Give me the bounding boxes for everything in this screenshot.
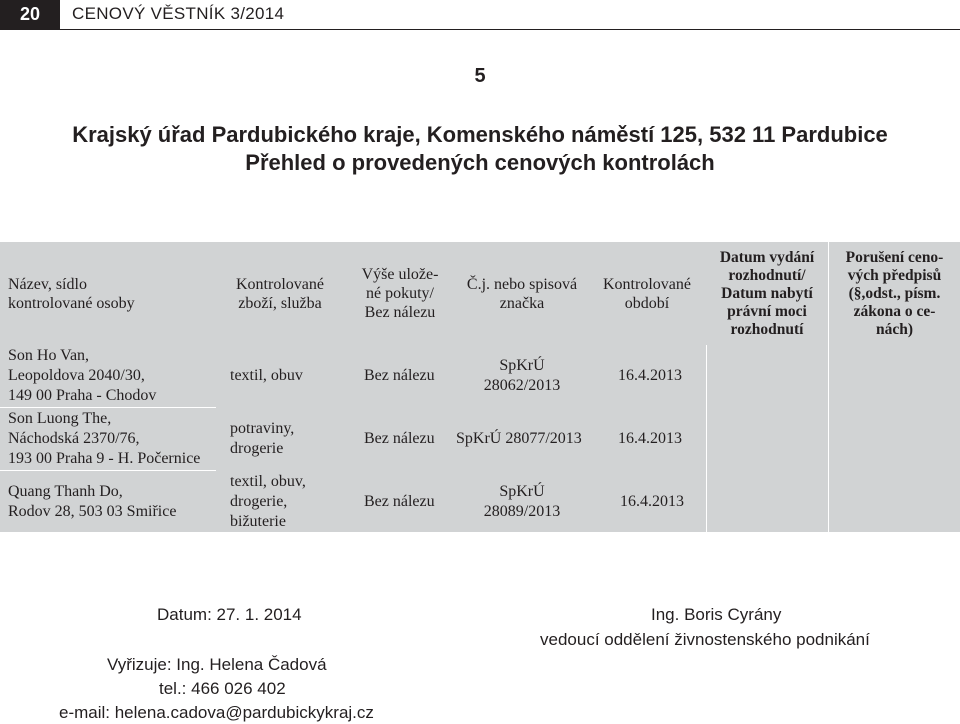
signer-title: vedoucí oddělení živnostenského podnikání [540, 630, 870, 649]
row-2-goods [230, 408, 294, 470]
row-3-goods [230, 471, 306, 532]
footer-date: Datum: 27. 1. 2014 [157, 605, 302, 624]
header-violation [828, 242, 960, 345]
row-goods-line: drogerie [230, 440, 284, 457]
header-name-line: kontrolované osoby [8, 294, 135, 312]
row-2-fine: Bez nálezu [364, 430, 435, 447]
header-period-line: Kontrolované [603, 275, 691, 293]
header-goods [216, 242, 344, 345]
header-fine-line: né pokuty/ [365, 285, 434, 302]
row-1-name [0, 345, 216, 407]
header-decision-date-line: rozhodnutí [730, 320, 804, 338]
header-reference-line: značka [499, 294, 545, 312]
row-1-fine: Bez nálezu [364, 367, 435, 384]
header-goods-line: zboží, služba [238, 294, 322, 312]
header-violation-line: vých předpisů [847, 266, 942, 284]
column-divider [706, 345, 707, 532]
row-2-name [0, 408, 216, 470]
report-heading: Přehled o provedených cenových kontrolách [245, 150, 715, 175]
header-fine-line: Výše ulože- [361, 266, 439, 283]
header-violation-line: nách) [875, 320, 914, 338]
header-name [0, 242, 216, 345]
header-fine-line: Bez nálezu [364, 304, 436, 321]
row-name-line: 193 00 Praha 9 - H. Počernice [8, 450, 201, 467]
row-name-line: Son Ho Van, [8, 347, 90, 364]
table-header [0, 242, 960, 345]
column-divider [828, 345, 829, 532]
header-violation-line: zákona o ce- [853, 302, 936, 320]
header-name-line: Název, sídlo [8, 275, 87, 293]
header-decision-date-line: rozhodnutí/ [728, 266, 806, 284]
header-decision-date-line: právní moci [727, 302, 807, 320]
signer-name: Ing. Boris Cyrány [651, 605, 782, 624]
authority-heading: Krajský úřad Pardubického kraje, Komenského náměstí 125, 532 11 Pardubice [72, 122, 888, 147]
header-reference [456, 242, 588, 345]
header-goods-line: Kontrolované [236, 275, 324, 293]
row-reference-line: 28062/2013 [483, 377, 561, 394]
header-decision-date-line: Datum vydání [719, 248, 815, 266]
row-name-line: Rodov 28, 503 03 Smiřice [8, 502, 177, 520]
row-goods-line: drogerie, [230, 492, 288, 510]
row-1-reference [456, 345, 588, 407]
row-2-reference: SpKrÚ 28077/2013 [456, 430, 582, 447]
row-goods-line: textil, obuv, [230, 472, 306, 490]
row-reference-line: SpKrÚ [499, 357, 545, 374]
header-period-line: období [624, 294, 670, 312]
header-period [588, 242, 706, 345]
row-3-period: 16.4.2013 [620, 492, 684, 510]
row-1-period: 16.4.2013 [618, 367, 682, 384]
header-decision-date [706, 242, 828, 345]
section-number: 5 [474, 65, 486, 87]
page-number: 20 [0, 0, 60, 29]
header-violation-line: (§,odst., písm. [848, 284, 941, 302]
row-1-goods: textil, obuv [230, 367, 303, 384]
header-reference-line: Č.j. nebo spisová [466, 275, 578, 293]
row-reference-line: SpKrÚ [499, 482, 545, 500]
row-3-fine: Bez nálezu [364, 492, 435, 510]
row-name-line: 149 00 Praha - Chodov [8, 387, 157, 404]
header-decision-date-line: Datum nabytí [721, 284, 813, 302]
row-reference-line: 28089/2013 [483, 502, 561, 520]
row-name-line: Náchodská 2370/76, [8, 430, 140, 447]
header-violation-line: Porušení ceno- [845, 248, 944, 266]
row-goods-line: bižuterie [230, 512, 286, 530]
footer-handled-by: Vyřizuje: Ing. Helena Čadová [107, 655, 327, 674]
row-name-line: Leopoldova 2040/30, [8, 367, 145, 384]
publication-title: CENOVÝ VĚSTNÍK 3/2014 [72, 4, 285, 23]
inspection-table [0, 242, 960, 532]
row-2-period: 16.4.2013 [618, 430, 682, 447]
row-3-name [0, 471, 216, 532]
header-fine [344, 242, 456, 345]
row-3-reference [456, 471, 588, 532]
row-goods-line: potraviny, [230, 420, 295, 437]
footer-email[interactable]: e-mail: helena.cadova@pardubickykraj.cz [59, 703, 374, 722]
row-name-line: Son Luong The, [8, 410, 112, 427]
page-header [0, 0, 960, 30]
row-name-line: Quang Thanh Do, [8, 482, 123, 500]
footer-phone: tel.: 466 026 402 [159, 679, 286, 698]
